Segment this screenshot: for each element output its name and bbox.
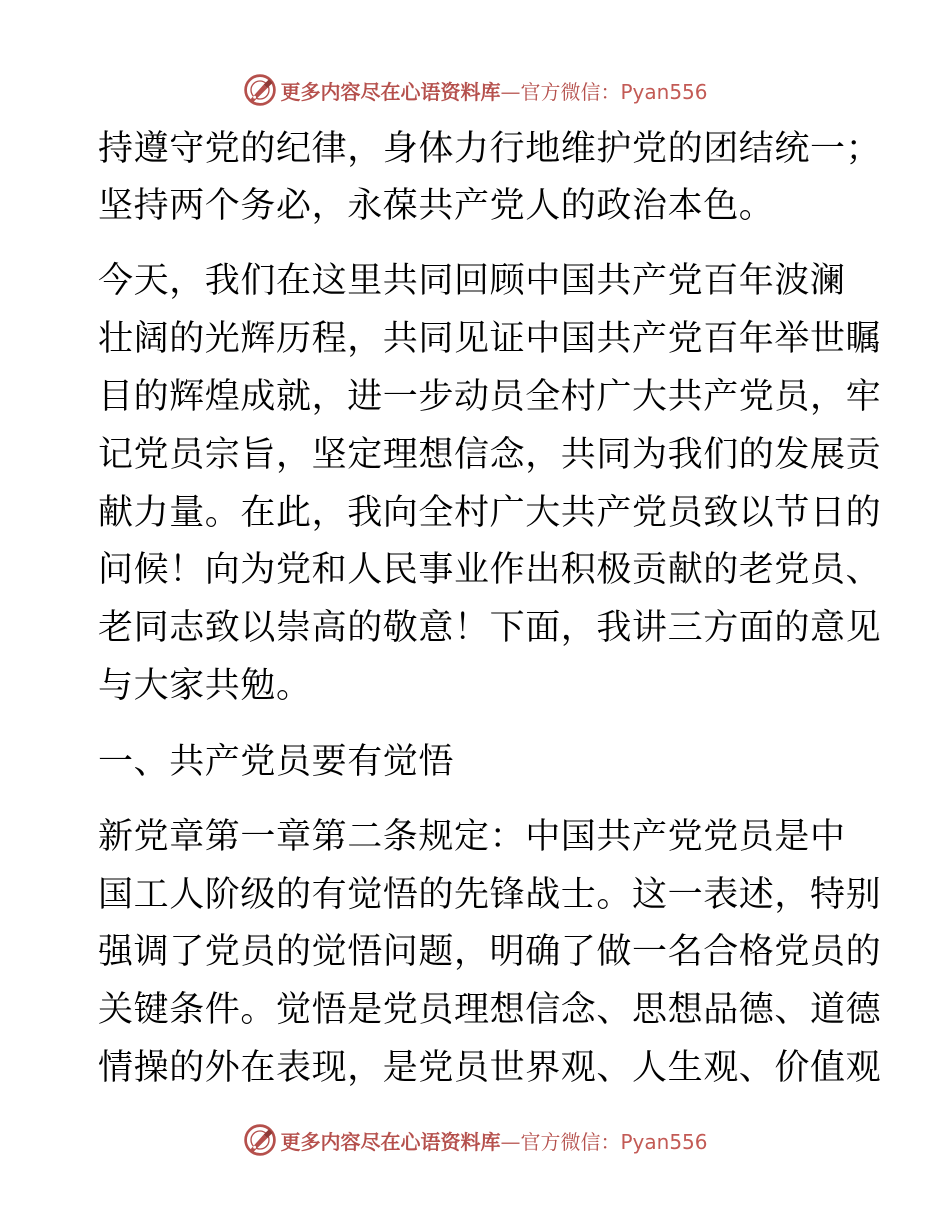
text-line: 坚持两个务必，永葆共产党人的政治本色。 [98, 186, 775, 226]
text-line: 献力量。在此，我向全村广大共产党员致以节日的 [98, 493, 882, 533]
header-banner-main: 更多内容尽在心语资料库 [280, 79, 501, 104]
text-line: 情操的外在表现，是党员世界观、人生观、价值观 [98, 1048, 882, 1088]
footer-banner-text [280, 1126, 707, 1155]
text-line: 老同志致以崇高的敬意！下面，我讲三方面的意见 [98, 608, 882, 648]
text-line: 国工人阶级的有觉悟的先锋战士。这一表述，特别 [98, 875, 882, 915]
text-line: 关键条件。觉悟是党员理想信念、思想品德、道德 [98, 990, 882, 1030]
footer-banner [0, 1118, 950, 1162]
text-line: 今天，我们在这里共同回顾中国共产党百年波澜 [98, 261, 846, 301]
header-banner-dash: — [500, 79, 521, 104]
text-line: 强调了党员的觉悟问题，明确了做一名合格党员的 [98, 932, 882, 972]
section-heading: 一、共产党员要有觉悟 [98, 742, 455, 782]
text-line: 壮阔的光辉历程，共同见证中国共产党百年举世瞩 [98, 319, 882, 359]
text-line: 问候！向为党和人民事业作出积极贡献的老党员、 [98, 550, 882, 590]
pen-logo-icon [242, 1122, 278, 1158]
header-wechat-label: 官方微信： [520, 79, 621, 104]
footer-wechat-id: Pyan556 [620, 1129, 708, 1154]
footer-wechat-label: 官方微信： [520, 1129, 621, 1154]
header-wechat-id: Pyan556 [620, 79, 708, 104]
footer-banner-dash: — [500, 1129, 521, 1154]
text-line: 持遵守党的纪律，身体力行地维护党的团结统一； [98, 129, 882, 169]
text-line: 与大家共勉。 [98, 666, 312, 706]
text-line: 目的辉煌成就，进一步动员全村广大共产党员，牢 [98, 377, 882, 417]
text-line: 新党章第一章第二条规定：中国共产党党员是中 [98, 817, 846, 857]
footer-banner-main: 更多内容尽在心语资料库 [280, 1129, 501, 1154]
text-line: 记党员宗旨，坚定理想信念，共同为我们的发展贡 [98, 435, 882, 475]
